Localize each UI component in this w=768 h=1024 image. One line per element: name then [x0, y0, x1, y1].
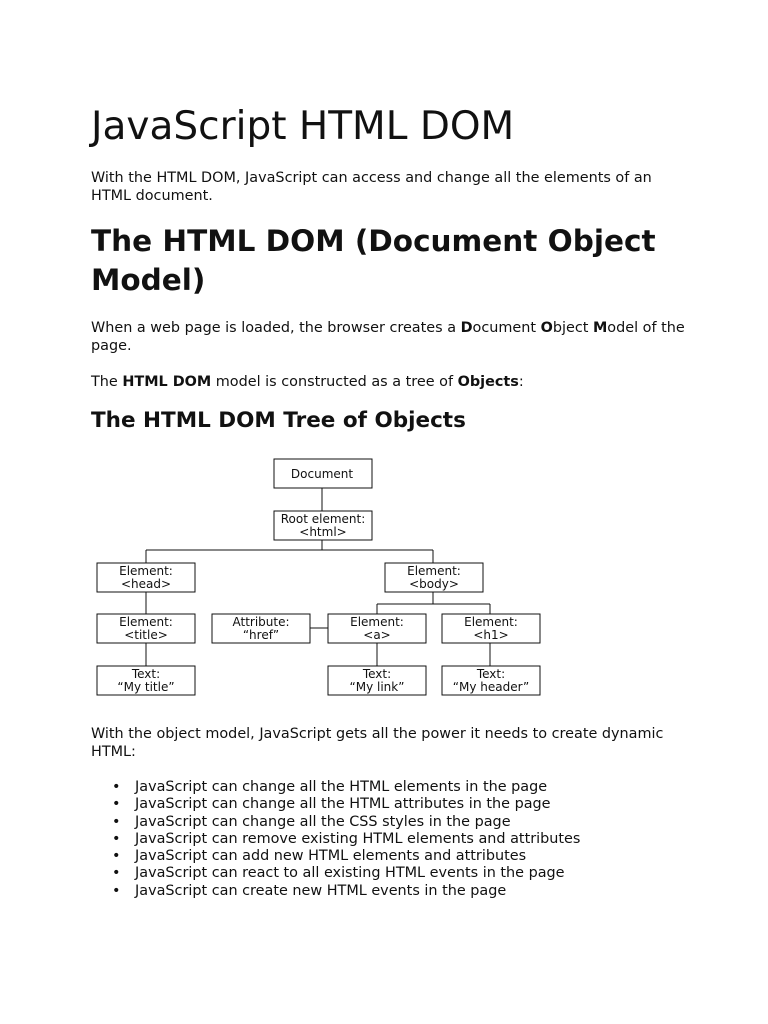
- page-title: JavaScript HTML DOM: [91, 104, 515, 149]
- node-a-label-2: <a>: [363, 628, 391, 642]
- list-item-text: JavaScript can change all the HTML elements in the page: [135, 779, 548, 795]
- model-text-2: model is constructed as a tree of: [211, 374, 458, 390]
- node-text-link-label-2: “My link”: [349, 680, 405, 694]
- section-heading: The HTML DOM (Document Object Model): [91, 224, 656, 297]
- node-root-label-2: <html>: [299, 525, 347, 539]
- loaded-bold-m: M: [592, 320, 608, 336]
- node-text-header-label-1: Text:: [476, 667, 506, 681]
- list-item-text: JavaScript can create new HTML events in the page: [135, 882, 507, 899]
- node-head-label-2: <head>: [120, 577, 172, 591]
- bullet-icon: •: [112, 796, 121, 813]
- loaded-text-3: bject: [552, 320, 593, 336]
- bullet-icon: •: [112, 779, 121, 795]
- bullet-icon: •: [112, 830, 121, 847]
- node-text-title-label-2: “My title”: [117, 680, 175, 694]
- bullet-icon: •: [112, 813, 121, 830]
- list-item-text: JavaScript can change all the CSS styles in the page: [135, 813, 511, 830]
- loaded-text-1: When a web page is loaded, the browser creates a: [91, 320, 461, 336]
- dom-tree-diagram: [96, 458, 542, 698]
- node-a-label-1: Element:: [350, 615, 404, 629]
- node-root-label-1: Root element:: [280, 512, 366, 526]
- node-body-label-1: Element:: [407, 564, 461, 578]
- node-head-label-1: Element:: [119, 564, 173, 578]
- loaded-bold-d: D: [460, 320, 473, 336]
- model-bold-objects: Objects: [457, 374, 519, 390]
- node-attribute-label-1: Attribute:: [232, 615, 290, 629]
- node-document-label: Document: [290, 467, 354, 481]
- node-h1-label-2: <h1>: [473, 628, 509, 642]
- list-item-text: JavaScript can remove existing HTML elements and attributes: [135, 830, 581, 847]
- bullet-icon: •: [112, 865, 121, 882]
- list-item: [112, 779, 580, 796]
- list-item-text: JavaScript can change all the HTML attributes in the page: [135, 796, 551, 813]
- list-item: [112, 882, 580, 900]
- loaded-paragraph: [91, 319, 691, 355]
- node-text-header-label-2: “My header”: [452, 680, 530, 694]
- list-item: [112, 830, 581, 848]
- list-item: [112, 848, 580, 865]
- list-item: [112, 865, 580, 882]
- loaded-text-4: odel of the page.: [91, 320, 685, 354]
- node-title-label-2: <title>: [124, 628, 168, 642]
- node-h1-label-1: Element:: [464, 615, 518, 629]
- list-item: [112, 796, 580, 813]
- node-attribute-label-2: “href”: [242, 628, 280, 642]
- list-item-text: JavaScript can add new HTML elements and attributes: [135, 848, 527, 865]
- bullet-icon: •: [112, 848, 121, 865]
- loaded-bold-o: O: [540, 320, 553, 336]
- list-item-text: JavaScript can react to all existing HTML events in the page: [135, 865, 565, 882]
- node-title-label-1: Element:: [119, 615, 173, 629]
- model-paragraph: [91, 373, 691, 391]
- intro-paragraph: With the HTML DOM, JavaScript can access and change all the elements of an HTML document.: [91, 170, 652, 204]
- node-text-title-label-1: Text:: [131, 667, 161, 681]
- list-item: [112, 813, 580, 831]
- model-text-3: :: [518, 374, 524, 390]
- capabilities-list: [112, 779, 581, 900]
- node-body-label-2: <body>: [409, 577, 459, 591]
- model-bold-html-dom: HTML DOM: [122, 374, 212, 390]
- loaded-text-2: ocument: [472, 320, 541, 336]
- tree-heading: The HTML DOM Tree of Objects: [91, 408, 466, 433]
- bullet-icon: •: [112, 882, 121, 899]
- node-text-link-label-1: Text:: [362, 667, 392, 681]
- model-text-1: The: [91, 374, 123, 390]
- power-paragraph: With the object model, JavaScript gets all the power it needs to create dynamic HTML:: [91, 726, 664, 760]
